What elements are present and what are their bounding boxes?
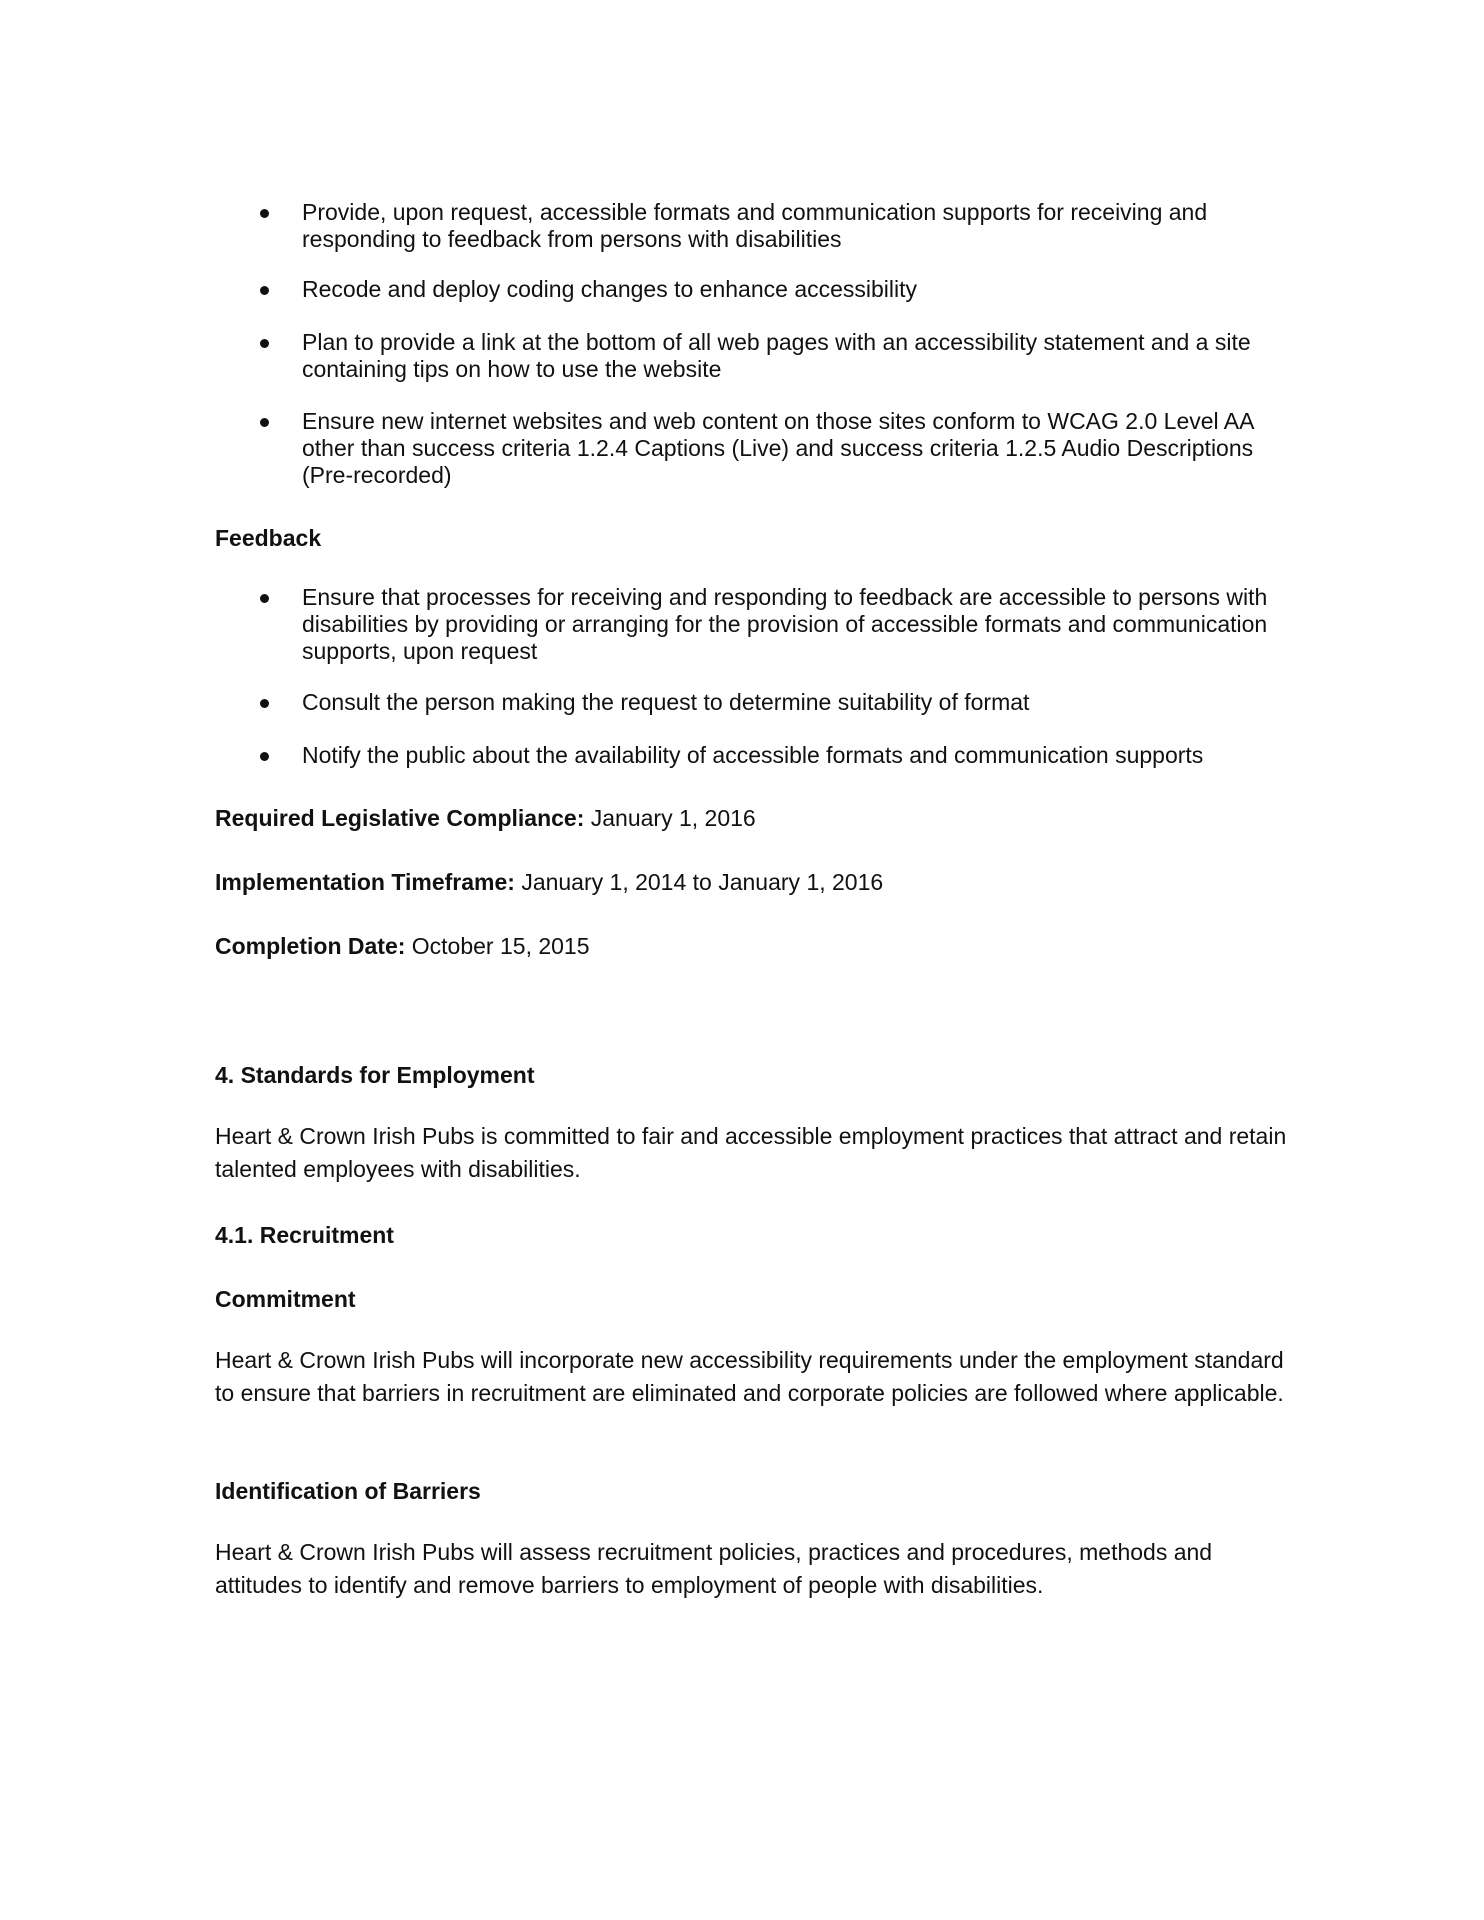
barriers-text: Heart & Crown Irish Pubs will assess recruitment policies, practices and procedures, methods and attitudes to identify and remove barriers to employment of people with disabilities. bbox=[215, 1539, 1213, 1598]
required-compliance bbox=[215, 805, 756, 832]
section-heading: 4. Standards for Employment bbox=[215, 1062, 535, 1088]
bullet-icon bbox=[260, 699, 269, 708]
bullet-icon bbox=[260, 418, 269, 427]
subsection-heading: 4.1. Recruitment bbox=[215, 1222, 394, 1248]
required-compliance-label: Required Legislative Compliance: bbox=[215, 805, 585, 831]
completion-date bbox=[215, 933, 590, 960]
required-compliance-value: January 1, 2016 bbox=[590, 805, 756, 831]
implementation-timeframe bbox=[215, 869, 883, 896]
commitment-text: Heart & Crown Irish Pubs will incorporate new accessibility requirements under the employment standard to ensure that barriers in recruitment are eliminated and corporate policies are followed where applicable. bbox=[215, 1347, 1284, 1406]
bullet-icon bbox=[260, 752, 269, 761]
bullet-icon bbox=[260, 339, 269, 348]
list-item-text: Ensure that processes for receiving and responding to feedback are accessible to persons with disabilities by providing or arranging for the provision of accessible formats and communication supports, upon request bbox=[302, 584, 1268, 664]
implementation-timeframe-label: Implementation Timeframe: bbox=[215, 869, 515, 895]
list-item-text: Provide, upon request, accessible formats and communication supports for receiving and responding to feedback from persons with disabilities bbox=[302, 199, 1208, 252]
barriers-heading: Identification of Barriers bbox=[215, 1478, 481, 1504]
completion-date-value: October 15, 2015 bbox=[411, 933, 590, 959]
bullet-icon bbox=[260, 594, 269, 603]
list-item-text: Consult the person making the request to determine suitability of format bbox=[302, 689, 1030, 715]
list-item-text: Recode and deploy coding changes to enhance accessibility bbox=[302, 276, 918, 302]
bullet-icon bbox=[260, 286, 269, 295]
completion-date-label: Completion Date: bbox=[215, 933, 406, 959]
employment-intro: Heart & Crown Irish Pubs is committed to fair and accessible employment practices that attract and retain talented employees with disabilities. bbox=[215, 1123, 1287, 1182]
implementation-timeframe-value: January 1, 2014 to January 1, 2016 bbox=[521, 869, 884, 895]
list-item-text: Plan to provide a link at the bottom of all web pages with an accessibility statement and a site containing tips on how to use the website bbox=[302, 329, 1251, 382]
commitment-heading: Commitment bbox=[215, 1286, 356, 1312]
list-item-text: Ensure new internet websites and web content on those sites conform to WCAG 2.0 Level AA other than success criteria 1.2.4 Captions (Live) and success criteria 1.2.5 Audio Descriptions (Pre-recorded) bbox=[302, 408, 1254, 488]
bullet-icon bbox=[260, 209, 269, 218]
feedback-heading: Feedback bbox=[215, 525, 322, 551]
list-item-text: Notify the public about the availability of accessible formats and communication supports bbox=[302, 742, 1204, 768]
